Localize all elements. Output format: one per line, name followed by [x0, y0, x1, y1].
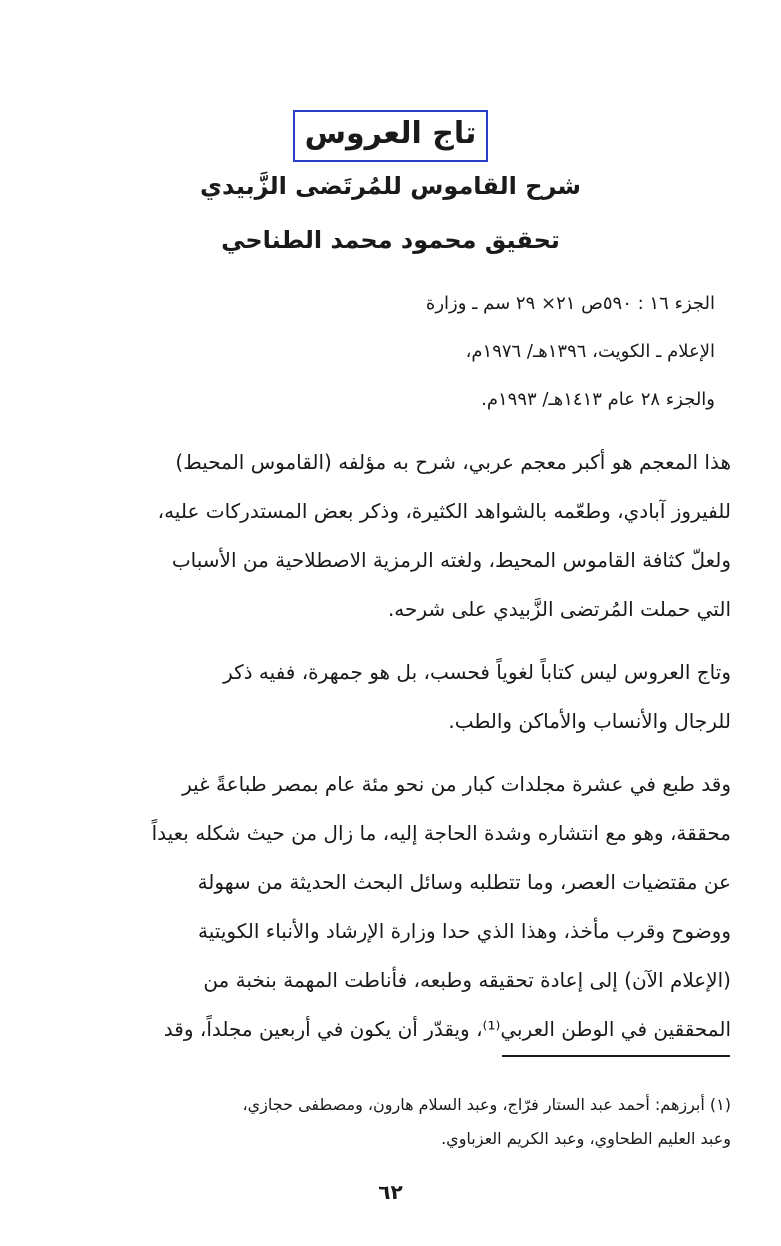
text-line: محققة، وهو مع انتشاره وشدة الحاجة إليه، ما زال من حيث شكله بعيداً	[151, 821, 731, 845]
book-title[interactable]: تاج العروس	[293, 110, 489, 162]
paragraph-gap	[50, 746, 731, 760]
title-container	[0, 110, 781, 162]
text-line: (الإعلام الآن) إلى إعادة تحقيقه وطبعه، فأناطت المهمة بنخبة من	[203, 968, 731, 992]
text-line: وقد طبع في عشرة مجلدات كبار من نحو مئة عام بمصر طباعةً غير	[182, 772, 731, 796]
text-line: ووضوح وقرب مأخذ، وهذا الذي حدا وزارة الإرشاد والأنباء الكويتية	[198, 919, 731, 943]
publication-line: الجزء ١٦ : ٥٩٠ص ٢١× ٢٩ سم ـ وزارة	[425, 293, 715, 314]
footnote-line: (١) أبرزهم: أحمد عبد الستار فرّاج، وعبد السلام هارون، ومصطفى حجازي،	[242, 1095, 731, 1114]
footnote-line: وعبد العليم الطحاوي، وعبد الكريم العزباوي.	[441, 1129, 731, 1148]
text-line: التي حملت المُرتضى الزَّبيدي على شرحه.	[387, 597, 731, 621]
paragraph	[50, 438, 731, 634]
paragraph	[50, 760, 731, 1054]
publication-line: الإعلام ـ الكويت، ١٣٩٦هـ/ ١٩٧٦م،	[465, 341, 715, 362]
body-text	[50, 438, 731, 1054]
book-editor: تحقيق محمود محمد الطناحي	[221, 226, 560, 254]
footnote-divider	[502, 1055, 730, 1057]
text-line: هذا المعجم هو أكبر معجم عربي، شرح به مؤلفه (القاموس المحيط)	[175, 450, 731, 474]
page-number: ٦٢	[378, 1180, 403, 1204]
text-line: للرجال والأنساب والأماكن والطب.	[448, 709, 731, 733]
text-line: للفيروز آبادي، وطعّمه بالشواهد الكثيرة، وذكر بعض المستدركات عليه،	[157, 499, 731, 523]
paragraph-gap	[50, 634, 731, 648]
text-line: عن مقتضيات العصر، وما تتطلبه وسائل البحث الحديثة من سهولة	[197, 870, 731, 894]
text-line: ولعلّ كثافة القاموس المحيط، ولغته الرمزية الاصطلاحية من الأسباب	[171, 548, 731, 572]
publication-line: والجزء ٢٨ عام ١٤١٣هـ/ ١٩٩٣م.	[481, 389, 715, 410]
publication-details	[355, 280, 715, 424]
paragraph	[50, 648, 731, 746]
text-line: وتاج العروس ليس كتاباً لغوياً فحسب، بل هو جمهرة، ففيه ذكر	[223, 660, 731, 684]
text-line: المحققين في الوطن العربي⁽¹⁾، ويقدّر أن يكون في أربعين مجلداً، وقد	[163, 1017, 731, 1041]
footnotes	[50, 1088, 731, 1156]
book-subtitle: شرح القاموس للمُرتَضى الزَّبيدي	[199, 172, 582, 200]
